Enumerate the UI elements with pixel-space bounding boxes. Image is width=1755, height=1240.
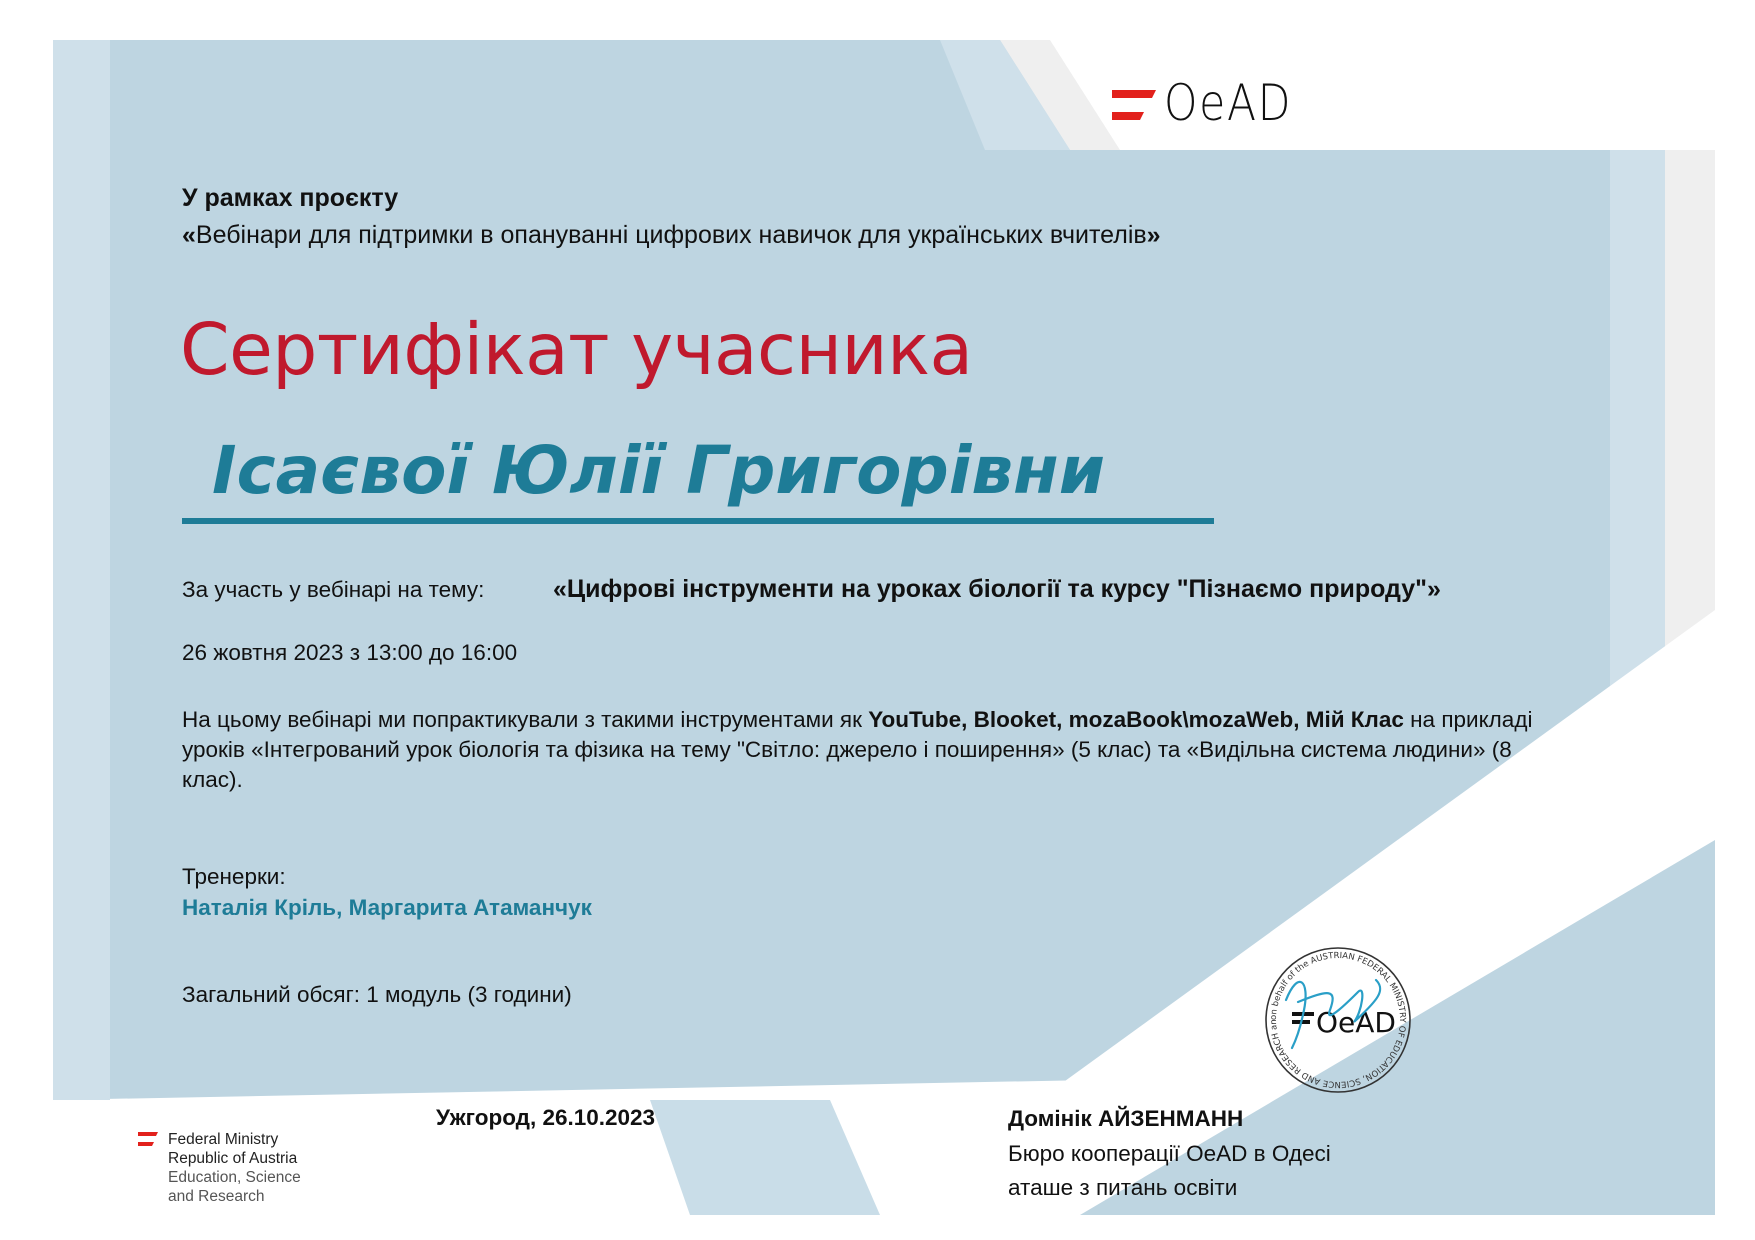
quote-open: « bbox=[182, 221, 196, 249]
left-light-strip bbox=[53, 40, 110, 1100]
signatory-org: Бюро кооперації OeAD в Одесі bbox=[1008, 1141, 1331, 1166]
course-volume: Загальний обсяг: 1 модуль (3 години) bbox=[182, 982, 572, 1007]
place-date: Ужгород, 26.10.2023 bbox=[436, 1105, 656, 1130]
ministry-line-3: Education, Science bbox=[168, 1169, 301, 1186]
austria-flag-icon bbox=[1112, 90, 1156, 120]
signatory-role: аташе з питань освіти bbox=[1008, 1175, 1238, 1200]
description-prefix: На цьому вебінарі ми попрактикували з такими інструментами як bbox=[182, 707, 869, 732]
trainers-names: Наталія Кріль, Маргарита Атаманчук bbox=[182, 895, 592, 920]
oead-logo-text: OeAD bbox=[1164, 74, 1293, 132]
webinar-date: 26 жовтня 2023 з 13:00 до 16:00 bbox=[182, 640, 518, 665]
ministry-line-4: and Research bbox=[168, 1188, 265, 1205]
quote-close: » bbox=[1146, 221, 1161, 249]
seal-ring-text: on behalf of the AUSTRIAN FEDERAL MINISTRY OF EDUCATION, SCIENCE AND RESEARCH an bbox=[1268, 950, 1408, 1090]
seal-graphic bbox=[1258, 940, 1418, 1100]
topic-label: За участь у вебінарі на тему: bbox=[182, 577, 485, 602]
recipient-underline bbox=[182, 518, 1214, 524]
project-label: У рамках проєкту bbox=[182, 184, 399, 212]
ministry-line-1: Federal Ministry bbox=[168, 1131, 279, 1148]
recipient-name: Ісаєвої Юлії Григорівни bbox=[212, 432, 1105, 509]
ministry-line-2: Republic of Austria bbox=[168, 1150, 298, 1167]
seal-logo-text: OeAD bbox=[1316, 1006, 1396, 1039]
certificate-title: Сертифікат учасника bbox=[180, 308, 973, 391]
description-suffix: на прикладі уроків «Інтегрований урок біологія та фізика на тему "Світло: джерело і поширення» (5 клас) та «Видільна система людини» (8 клас). bbox=[182, 707, 1533, 792]
trainers-label: Тренерки: bbox=[182, 864, 286, 889]
official-seal bbox=[1258, 940, 1418, 1100]
project-title-text: Вебінари для підтримки в опануванні цифрових навичок для українських вчителів bbox=[195, 221, 1147, 249]
webinar-topic: «Цифрові інструменти на уроках біології та курсу "Пізнаємо природу"» bbox=[553, 575, 1441, 603]
ministry-flag-icon bbox=[138, 1132, 158, 1148]
webinar-description bbox=[182, 705, 1552, 795]
signatory-name: Домінік АЙЗЕНМАНН bbox=[1008, 1106, 1244, 1131]
description-tools: YouTube, Blooket, mozaBook\mozaWeb, Мій Клас bbox=[868, 707, 1404, 732]
bottom-blue-trapezoid bbox=[650, 1100, 880, 1215]
project-title bbox=[182, 221, 1161, 250]
